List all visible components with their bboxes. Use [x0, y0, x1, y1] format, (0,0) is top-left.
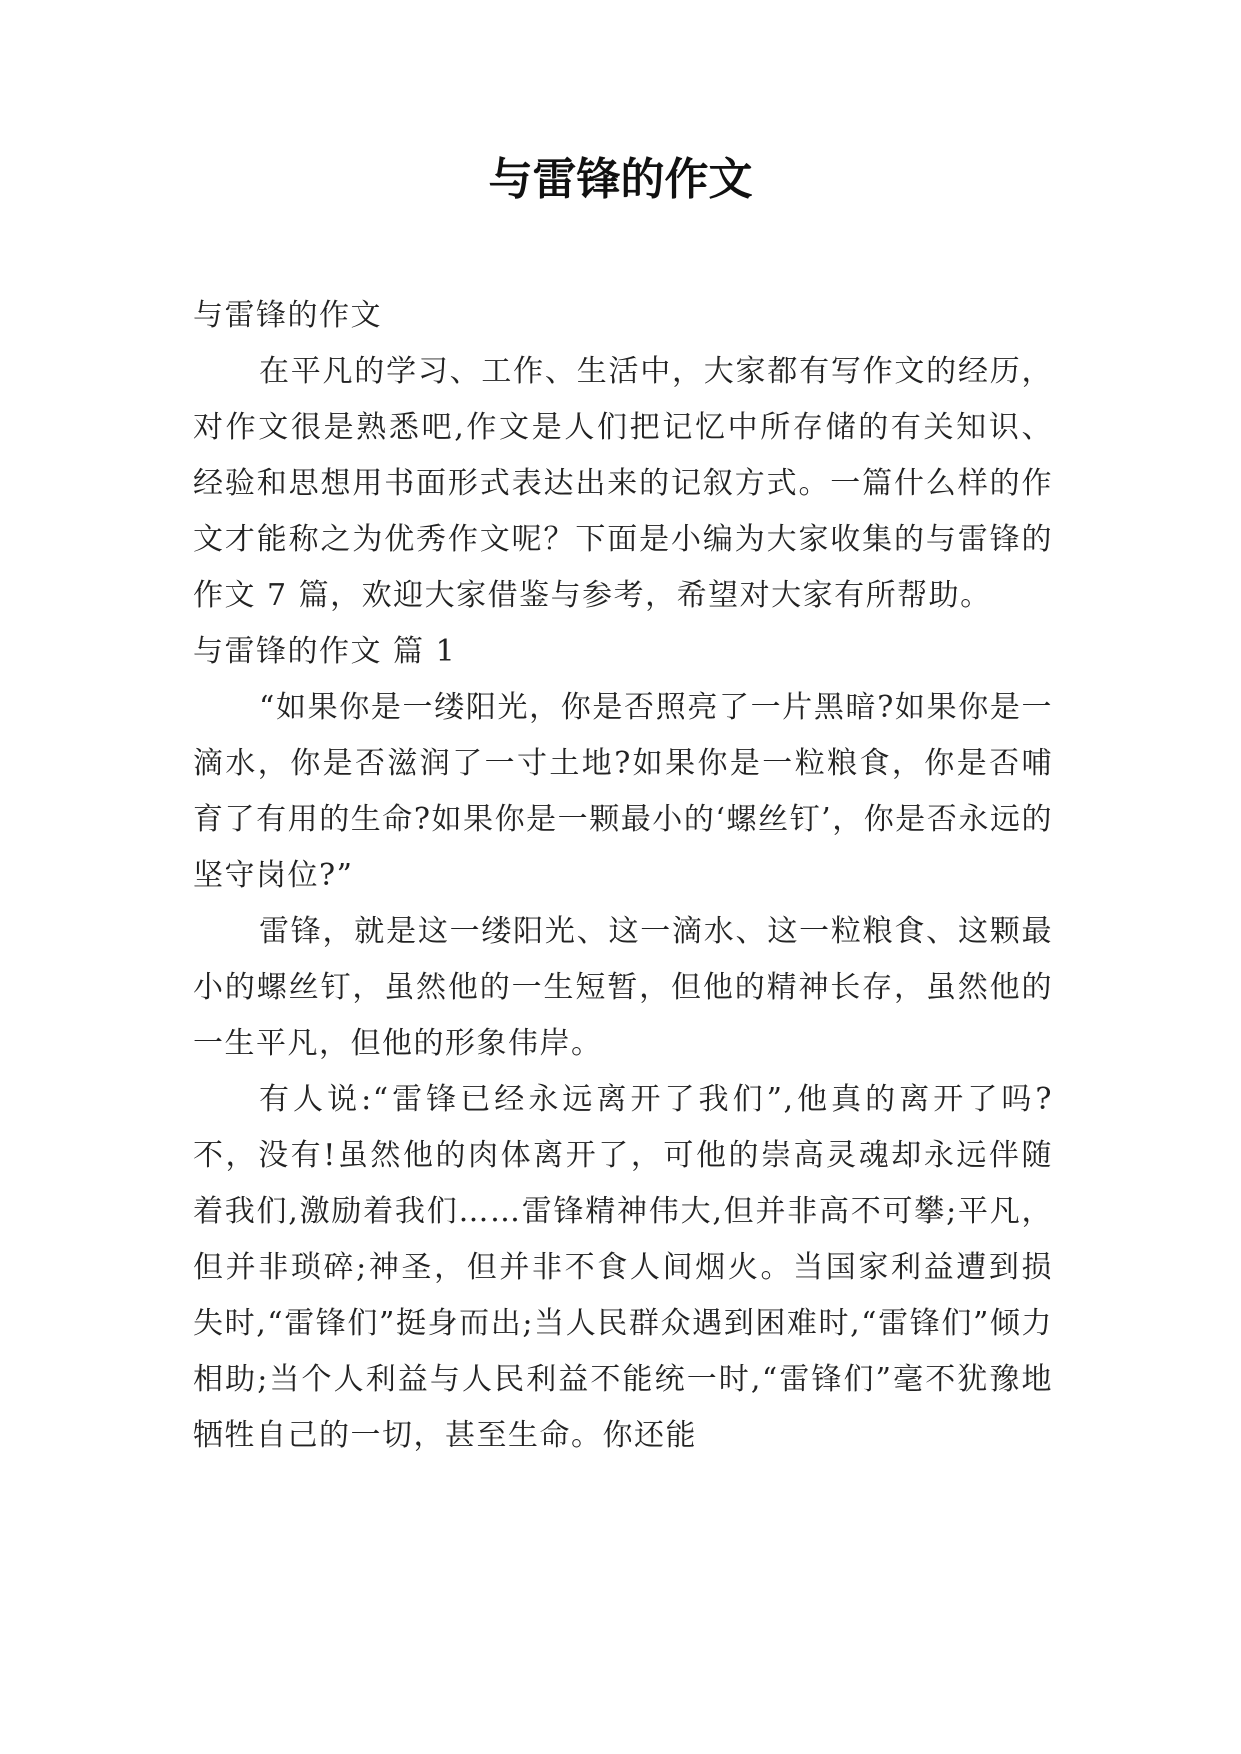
document-subtitle: 与雷锋的作文 — [193, 298, 382, 333]
intro-paragraph: 在平凡的学习、工作、生活中，大家都有写作文的经历，对作文很是熟悉吧,作文是人们把记忆中所存储的有关知识、经验和思想用书面形式表达出来的记叙方式。一篇什么样的作文才能称之为优秀作文呢？下面是小编为大家收集的与雷锋的作文 7 篇，欢迎大家借鉴与参考，希望对大家有所帮助。 — [193, 354, 1053, 613]
section-heading: 与雷锋的作文 篇 1 — [193, 634, 457, 669]
body-paragraph: “如果你是一缕阳光，你是否照亮了一片黑暗?如果你是一滴水，你是否滋润了一寸土地?如果你是一粒粮食，你是否哺育了有用的生命?如果你是一颗最小的‘螺丝钉’，你是否永远的坚守岗位?” — [193, 690, 1053, 893]
body-paragraph: 雷锋，就是这一缕阳光、这一滴水、这一粒粮食、这颗最小的螺丝钉，虽然他的一生短暂，但他的精神长存，虽然他的一生平凡，但他的形象伟岸。 — [193, 914, 1053, 1061]
body-paragraph: 有人说:“雷锋已经永远离开了我们”,他真的离开了吗?不，没有!虽然他的肉体离开了，可他的崇高灵魂却永远伴随着我们,激励着我们……雷锋精神伟大,但并非高不可攀;平凡，但并非琐碎;神圣，但并非不食人间烟火。当国家利益遭到损失时,“雷锋们”挺身而出;当人民群众遇到困难时,“雷锋们”倾力相助;当个人利益与人民利益不能统一时,“雷锋们”毫不犹豫地牺牲自己的一切，甚至生命。你还能 — [193, 1082, 1053, 1453]
document-body — [193, 288, 1053, 1464]
document-title: 与雷锋的作文 — [488, 154, 753, 205]
